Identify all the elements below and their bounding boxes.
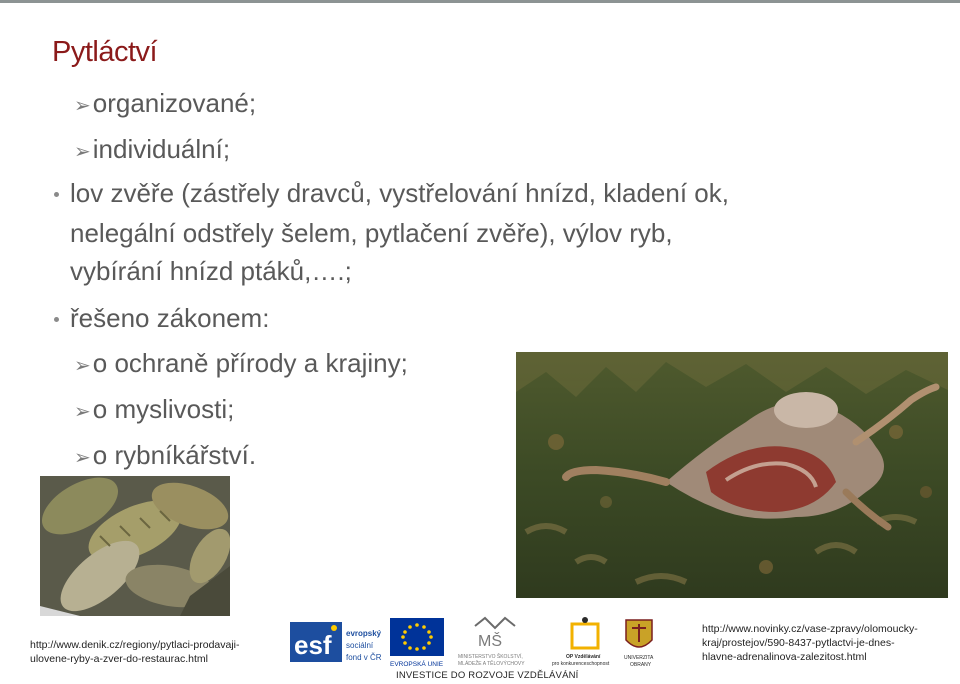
- svg-text:OBRANY: OBRANY: [630, 662, 652, 668]
- arrow-bullet-icon: ➢: [74, 141, 91, 163]
- bullet-dot-icon: [54, 317, 59, 322]
- list-item: ➢o rybníkářství.: [74, 440, 257, 470]
- poached-deer-photo: [516, 352, 948, 598]
- list-item: ➢organizované;: [74, 88, 257, 118]
- svg-text:MLÁDEŽE A TĚLOVÝCHOVY: MLÁDEŽE A TĚLOVÝCHOVY: [458, 661, 525, 667]
- image-source-left[interactable]: http://www.denik.cz/regiony/pytlaci-prodavaji- ulovene-ryby-a-zver-do-restaurac.html: [30, 639, 240, 665]
- svg-text:pro konkurenceschopnost: pro konkurenceschopnost: [552, 661, 610, 667]
- arrow-bullet-icon: ➢: [74, 447, 91, 469]
- svg-text:sociální: sociální: [346, 641, 374, 650]
- list-item: ➢o ochraně přírody a krajiny;: [74, 348, 408, 378]
- arrow-bullet-icon: ➢: [74, 401, 91, 423]
- arrow-bullet-icon: ➢: [74, 95, 91, 117]
- list-item: ➢o myslivosti;: [74, 394, 235, 424]
- esf-logo-icon: [290, 622, 382, 662]
- svg-text:esf: esf: [294, 630, 332, 660]
- msmt-logo-icon: [458, 618, 525, 667]
- svg-text:UNIVERZITA: UNIVERZITA: [624, 655, 654, 661]
- bullet-text-line: řešeno zákonem:: [70, 303, 270, 333]
- arrow-bullet-icon: ➢: [74, 355, 91, 377]
- svg-text:MŠ: MŠ: [478, 633, 502, 650]
- slide-title: Pytláctví: [52, 36, 158, 68]
- university-crest-icon: [624, 620, 654, 668]
- bullet-text-line: vybírání hnízd ptáků,….;: [70, 256, 352, 286]
- carp-fish-photo: [40, 476, 230, 616]
- svg-text:evropský: evropský: [346, 629, 382, 638]
- bullet-dot-icon: [54, 192, 59, 197]
- funding-logos: [290, 616, 660, 668]
- bullet-text-line: nelegální odstřely šelem, pytlačení zvěře), výlov ryb,: [70, 218, 673, 248]
- op-logo-icon: [552, 617, 610, 667]
- bullet-text-line: lov zvěře (zástřely dravců, vystřelování hnízd, kladení ok,: [70, 178, 729, 208]
- list-item: ➢individuální;: [74, 134, 231, 164]
- svg-text:fond v ČR: fond v ČR: [346, 653, 382, 662]
- eu-flag-icon: [390, 618, 444, 668]
- image-source-right[interactable]: http://www.novinky.cz/vase-zpravy/olomoucky- kraj/prostejov/590-8437-pytlactvi-je-dnes- hlavne-adrenalinova-zalezitost.html: [702, 623, 918, 663]
- top-rule: [0, 0, 960, 3]
- svg-text:OP Vzdělávání: OP Vzdělávání: [566, 654, 601, 660]
- svg-text:MINISTERSTVO ŠKOLSTVÍ,: MINISTERSTVO ŠKOLSTVÍ,: [458, 654, 523, 660]
- footer-slogan: INVESTICE DO ROZVOJE VZDĚLÁVÁNÍ: [396, 670, 579, 681]
- svg-text:EVROPSKÁ UNIE: EVROPSKÁ UNIE: [390, 661, 444, 668]
